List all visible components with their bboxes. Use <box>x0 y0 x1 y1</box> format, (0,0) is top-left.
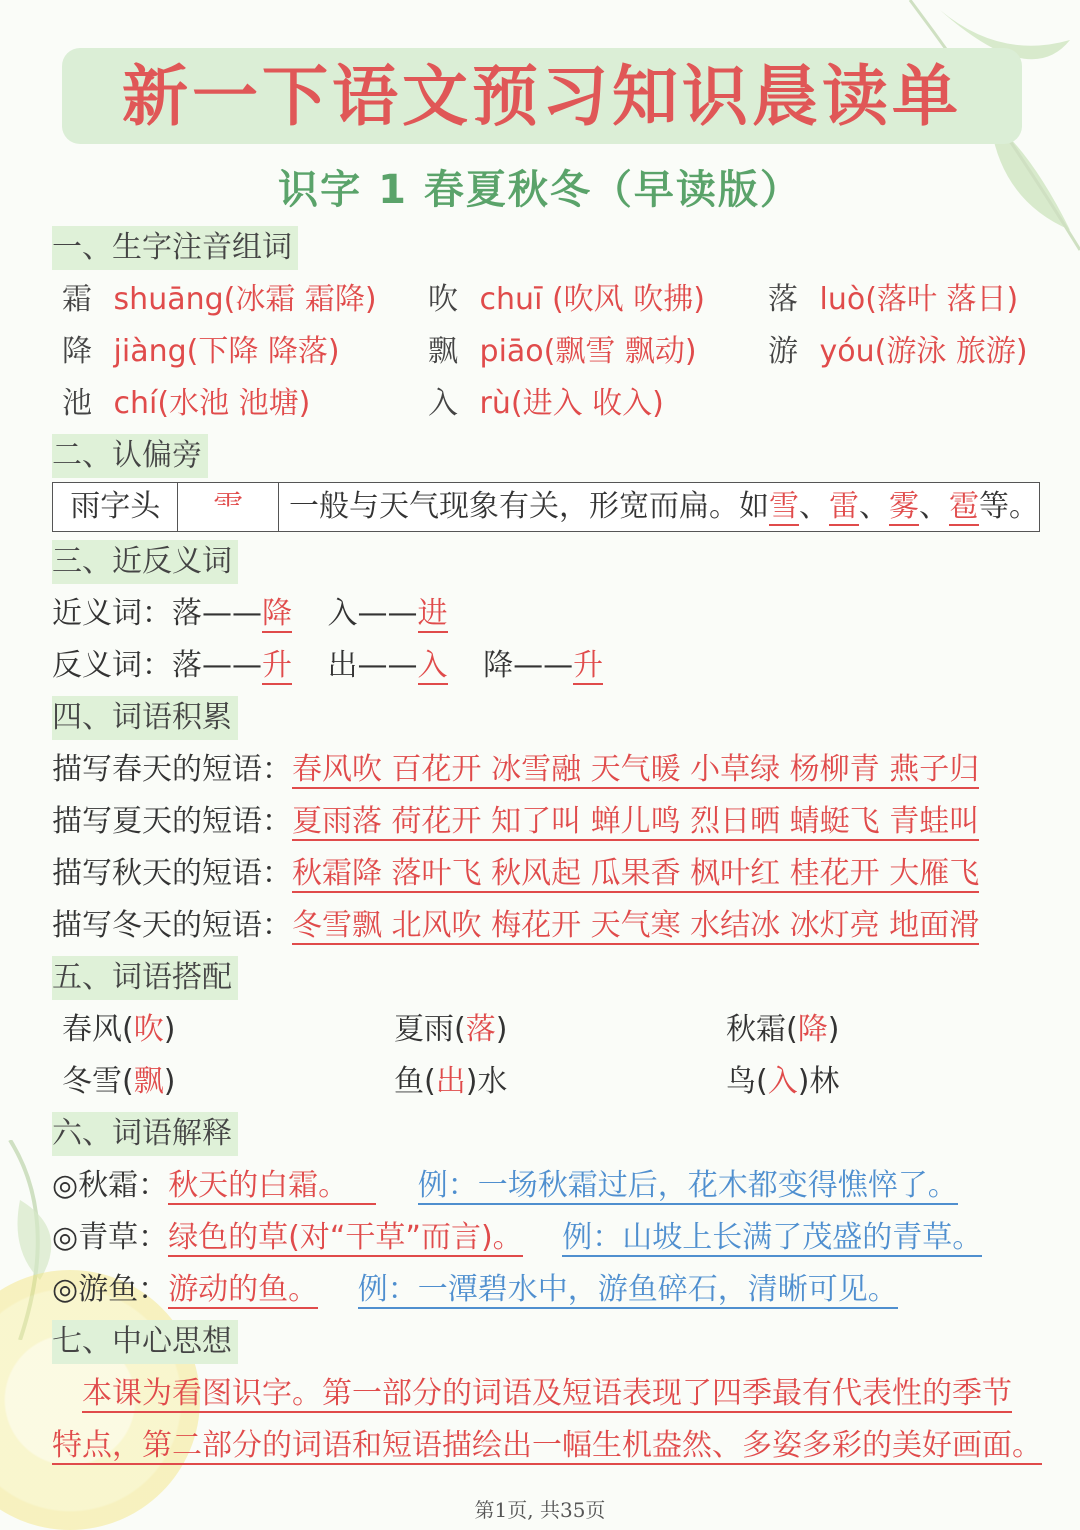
words: (游泳 旅游) <box>874 334 1028 369</box>
page-title <box>62 48 1022 144</box>
example: 例：一场秋霜过后，花木都变得憔悴了。 <box>417 1168 958 1203</box>
colloc-fill: 出 <box>435 1064 466 1099</box>
section-heading-radical: 二、认偏旁 <box>52 434 208 478</box>
phrase-words: 春风吹 百花开 冰雪融 天气暖 小草绿 杨柳青 燕子归 <box>292 752 980 787</box>
phrase-words: 夏雨落 荷花开 知了叫 蝉儿鸣 烈日晒 蜻蜓飞 青蛙叫 <box>292 804 980 839</box>
collocation-item <box>62 1062 175 1102</box>
pinyin: yóu <box>819 334 875 369</box>
lesson-subtitle: 识字 1 春夏秋冬（早读版） <box>278 167 802 213</box>
synonym-row <box>52 594 448 634</box>
colloc-post: )林 <box>797 1064 840 1099</box>
collocation-item <box>394 1062 507 1102</box>
colloc-fill: 降 <box>797 1012 828 1047</box>
radical-example: 雾 <box>889 489 919 524</box>
char: 霜 <box>62 282 92 317</box>
pair-answer: 进 <box>417 596 448 631</box>
pair-answer: 入 <box>417 648 448 683</box>
radical-end-text: 等。 <box>979 489 1039 524</box>
synonym-label: 近义词： <box>52 596 172 631</box>
term: ◎青草： <box>52 1220 169 1255</box>
title-part-red-2: 知识晨读单 <box>612 57 962 135</box>
phrase-row <box>52 906 979 946</box>
radical-desc-text: 一般与天气现象有关，形宽而扁。如 <box>289 489 769 524</box>
words: (冰霜 霜降) <box>223 282 377 317</box>
char-entry <box>428 280 705 320</box>
char: 降 <box>62 334 92 369</box>
colloc-fill: 入 <box>767 1064 798 1099</box>
collocation-item <box>726 1062 839 1102</box>
phrase-row <box>52 802 979 842</box>
char-entry <box>62 384 310 424</box>
phrase-label: 描写春天的短语： <box>52 752 292 787</box>
collocation-item <box>394 1010 507 1050</box>
char-entry <box>62 332 340 372</box>
pair-left: 落—— <box>172 648 262 683</box>
char-entry <box>768 280 1018 320</box>
collocation-item <box>62 1010 175 1050</box>
explanation-row <box>52 1166 958 1206</box>
pinyin: luò <box>819 282 866 317</box>
pair-left: 降—— <box>483 648 574 683</box>
char-entry <box>428 384 664 424</box>
central-idea-line1 <box>82 1374 1012 1414</box>
colloc-fill: 落 <box>465 1012 496 1047</box>
char: 游 <box>768 334 798 369</box>
pair-left: 出—— <box>327 648 418 683</box>
words: (水池 池塘) <box>157 386 311 421</box>
char-entry <box>62 280 377 320</box>
colloc-post: ) <box>827 1012 840 1047</box>
example: 例：山坡上长满了茂盛的青草。 <box>562 1220 983 1255</box>
words: (吹风 吹拂) <box>551 282 705 317</box>
colloc-pre: 鸟( <box>726 1064 768 1099</box>
radical-example: 雪 <box>769 489 799 524</box>
section-heading-synonyms: 三、近反义词 <box>52 540 238 584</box>
colloc-pre: 春风( <box>62 1012 134 1047</box>
char-entry <box>768 332 1028 372</box>
colloc-post: )水 <box>465 1064 508 1099</box>
collocation-item <box>726 1010 839 1050</box>
page-footer: 第1页, 共35页 <box>474 1498 606 1522</box>
explanation-row <box>52 1270 898 1310</box>
phrase-row <box>52 750 979 790</box>
char: 落 <box>768 282 798 317</box>
colloc-post: ) <box>163 1064 176 1099</box>
char: 入 <box>428 386 458 421</box>
phrase-words: 冬雪飘 北风吹 梅花开 天气寒 水结冰 冰灯亮 地面滑 <box>292 908 980 943</box>
phrase-label: 描写秋天的短语： <box>52 856 292 891</box>
pinyin: chuī <box>479 282 543 317</box>
pinyin: rù <box>479 386 511 421</box>
radical-example: 雷 <box>829 489 859 524</box>
colloc-pre: 秋霜( <box>726 1012 798 1047</box>
char: 池 <box>62 386 92 421</box>
words: (下降 降落) <box>186 334 340 369</box>
central-idea-text: 特点，第二部分的词语和短语描绘出一幅生机盎然、多姿多彩的美好画面。 <box>52 1428 1042 1463</box>
colloc-post: ) <box>163 1012 176 1047</box>
char: 飘 <box>428 334 458 369</box>
colloc-pre: 鱼( <box>394 1064 436 1099</box>
char-entry <box>428 332 697 372</box>
meaning: 游动的鱼。 <box>168 1272 319 1307</box>
pair-left: 落—— <box>172 596 262 631</box>
char: 吹 <box>428 282 458 317</box>
phrase-label: 描写夏天的短语： <box>52 804 292 839</box>
words: (飘雪 飘动) <box>543 334 697 369</box>
pair-answer: 升 <box>262 648 292 683</box>
example: 例：一潭碧水中，游鱼碎石，清晰可见。 <box>357 1272 898 1307</box>
term: ◎秋霜： <box>52 1168 169 1203</box>
phrase-row <box>52 854 979 894</box>
meaning: 绿色的草(对“干草”而言)。 <box>168 1220 523 1255</box>
radical-name: 雨字头 <box>53 483 178 531</box>
radical-glyph: ⻗ <box>178 483 279 531</box>
central-idea-text: 本课为看图识字。第一部分的词语及短语表现了四季最有代表性的季节 <box>82 1376 1012 1411</box>
pair-left: 入—— <box>327 596 418 631</box>
phrase-label: 描写冬天的短语： <box>52 908 292 943</box>
pair-answer: 升 <box>573 648 604 683</box>
meaning: 秋天的白霜。 <box>168 1168 376 1205</box>
title-part-red: 新一下语文预习 <box>122 57 612 135</box>
antonym-row <box>52 646 603 686</box>
pair-answer: 降 <box>262 596 292 631</box>
phrase-words: 秋霜降 落叶飞 秋风起 瓜果香 枫叶红 桂花开 大雁飞 <box>292 856 980 891</box>
section-heading-explanation: 六、词语解释 <box>52 1112 238 1156</box>
colloc-pre: 冬雪( <box>62 1064 134 1099</box>
pinyin: jiàng <box>113 334 187 369</box>
radical-description: 一般与天气现象有关，形宽而扁。如雪、雷、雾、雹等。 <box>289 489 1039 524</box>
colloc-pre: 夏雨( <box>394 1012 466 1047</box>
pinyin: shuāng <box>113 282 224 317</box>
central-idea-line2 <box>52 1426 1042 1466</box>
colloc-fill: 飘 <box>133 1064 164 1099</box>
radical-example: 雹 <box>949 489 979 524</box>
term: ◎游鱼： <box>52 1272 169 1307</box>
pinyin: chí <box>113 386 158 421</box>
section-heading-collocation: 五、词语搭配 <box>52 956 238 1000</box>
section-heading-central-idea: 七、中心思想 <box>52 1320 238 1364</box>
radical-table <box>52 482 1040 532</box>
words: (进入 收入) <box>510 386 664 421</box>
explanation-row <box>52 1218 982 1258</box>
section-heading-phrases: 四、词语积累 <box>52 696 238 740</box>
colloc-fill: 吹 <box>133 1012 164 1047</box>
pinyin: piāo <box>479 334 544 369</box>
colloc-post: ) <box>495 1012 508 1047</box>
section-heading-characters: 一、生字注音组词 <box>52 226 298 270</box>
antonym-label: 反义词： <box>52 648 172 683</box>
words: (落叶 落日) <box>865 282 1019 317</box>
